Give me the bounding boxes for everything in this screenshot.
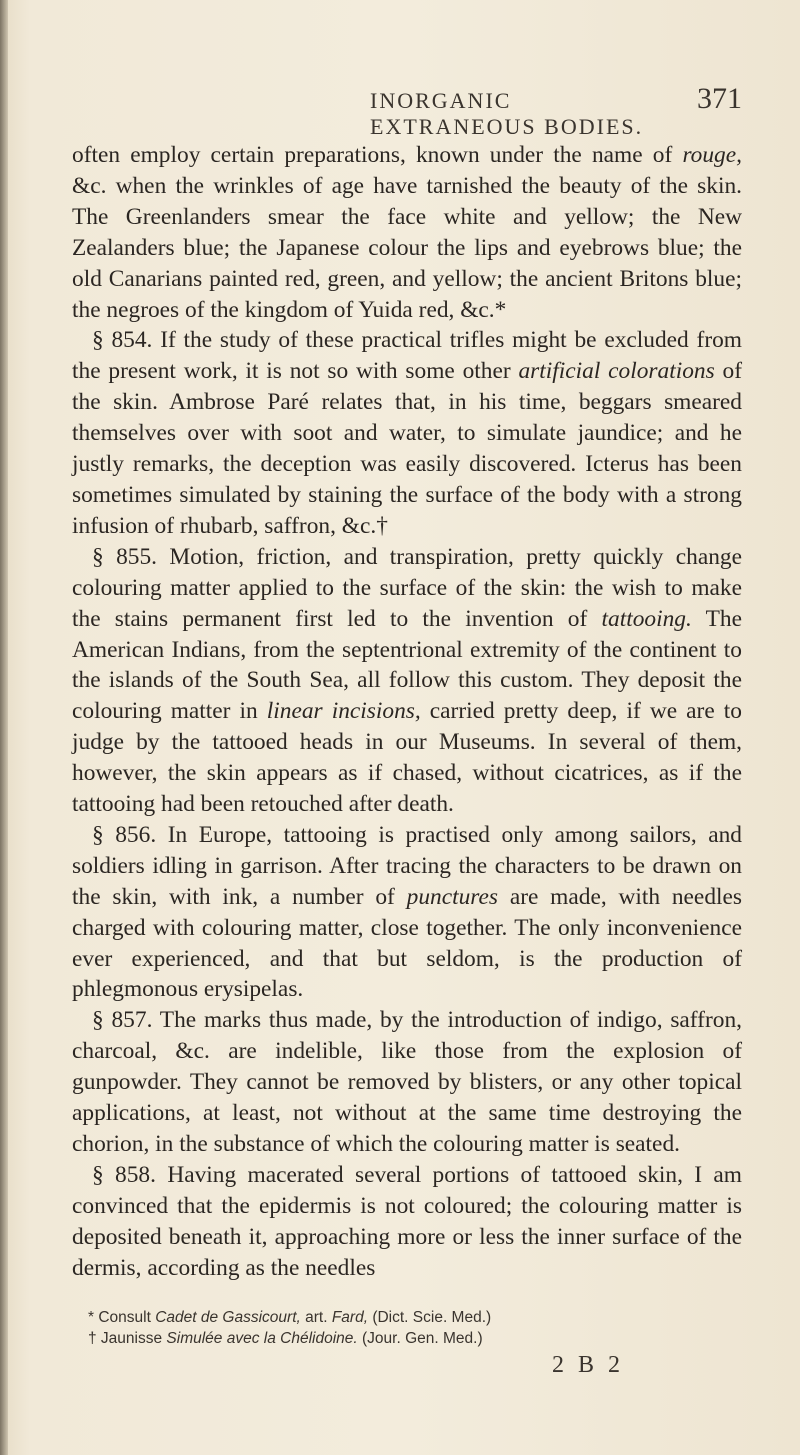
paragraph [72, 325, 742, 541]
italic-run: Cadet de Gassicourt, [155, 1309, 301, 1326]
text-run: § 858. Having macerated several portions of tattooed skin, I am convinced that the epidermis is not coloured; the colouring matter is deposited beneath it, approaching more or less the inner surface of the dermis, according as the needles [72, 1161, 742, 1281]
paragraph [72, 1005, 742, 1160]
text-run: The American Indians, from the septentrional extremity of the continent to the islands of the South Sea, all follow this custom. They deposit the colouring matter in [72, 605, 742, 725]
italic-run: Simulée avec la Chélidoine. [166, 1330, 358, 1347]
footnote [88, 1328, 748, 1349]
text-run: (Dict. Scie. Med.) [368, 1309, 492, 1326]
italic-run: linear incisions, [266, 698, 421, 725]
text-run: &c. when the wrinkles of age have tarnished the beauty of the skin. The Greenlanders smear the face white and yellow; the New Zealanders blue; the Japanese colour the lips and eyebrows blue; the old Canarians painted red, green, and yellow; the ancient Britons blue; the negroes of the kingdom of Yuida red, &c.* [72, 172, 742, 323]
text-run: often employ certain preparations, known under the name of [72, 142, 683, 168]
footnote [88, 1307, 748, 1328]
footnotes [88, 1307, 748, 1349]
paragraph [72, 1160, 742, 1284]
text-run: § 857. The marks thus made, by the introduction of indigo, saffron, charcoal, &c. are indelible, like those from the explosion of gunpowder. They cannot be removed by blisters, or any other topical applications, at least, not without at the same time destroying the chorion, in the substance of which the colouring matter is seated. [72, 1007, 742, 1157]
italic-run: tattooing. [601, 605, 692, 632]
body-text [72, 140, 742, 1284]
text-run: art. [300, 1309, 332, 1326]
text-run: § 854. If the study of these practical trifles might be excluded from the present work, it is not so with some other [72, 327, 742, 385]
italic-run: artificial colorations [518, 358, 715, 385]
italic-run: rouge, [682, 142, 742, 168]
text-run: § 856. In Europe, tattooing is practised only among sailors, and soldiers idling in garrison. After tracing the characters to be drawn on the skin, with ink, a number of [72, 821, 742, 910]
text-run: of the skin. Ambrose Paré relates that, in his time, beggars smeared themselves over with soot and water, to simulate jaundice; and he justly remarks, the deception was easily discovered. Icterus has been sometimes simulated by staining the surface of the body with a strong infusion of rhubarb, saffron, &c.† [72, 358, 742, 539]
text-run: carried pretty deep, if we are to judge by the tattooed heads in our Museums. In several of them, however, the skin appears as if chased, without cicatrices, as if the tattooing had been retouched after death. [72, 698, 742, 818]
italic-run: Fard, [331, 1309, 369, 1326]
binding-gutter [0, 0, 8, 1455]
text-run: † Jaunisse [88, 1330, 167, 1347]
paragraph [72, 542, 742, 820]
paragraph [72, 820, 742, 1005]
text-run: (Jour. Gen. Med.) [357, 1330, 483, 1347]
text-run: * Consult [88, 1309, 156, 1326]
text-run: § 855. Motion, friction, and transpiration, pretty quickly change colouring matter applied to the surface of the skin: the wish to make the stains permanent first led to the invention of [72, 543, 742, 632]
italic-run: punctures [406, 883, 499, 910]
signature-mark: 2 B 2 [552, 1352, 625, 1378]
text-run: are made, with needles charged with colouring matter, close together. The only inconvenience ever experienced, and that but seldom, is the production of phlegmonous erysipelas. [72, 883, 742, 1003]
running-header: INORGANIC EXTRANEOUS BODIES. [370, 88, 644, 139]
page-number: 371 [697, 82, 742, 115]
paragraph [72, 140, 742, 325]
